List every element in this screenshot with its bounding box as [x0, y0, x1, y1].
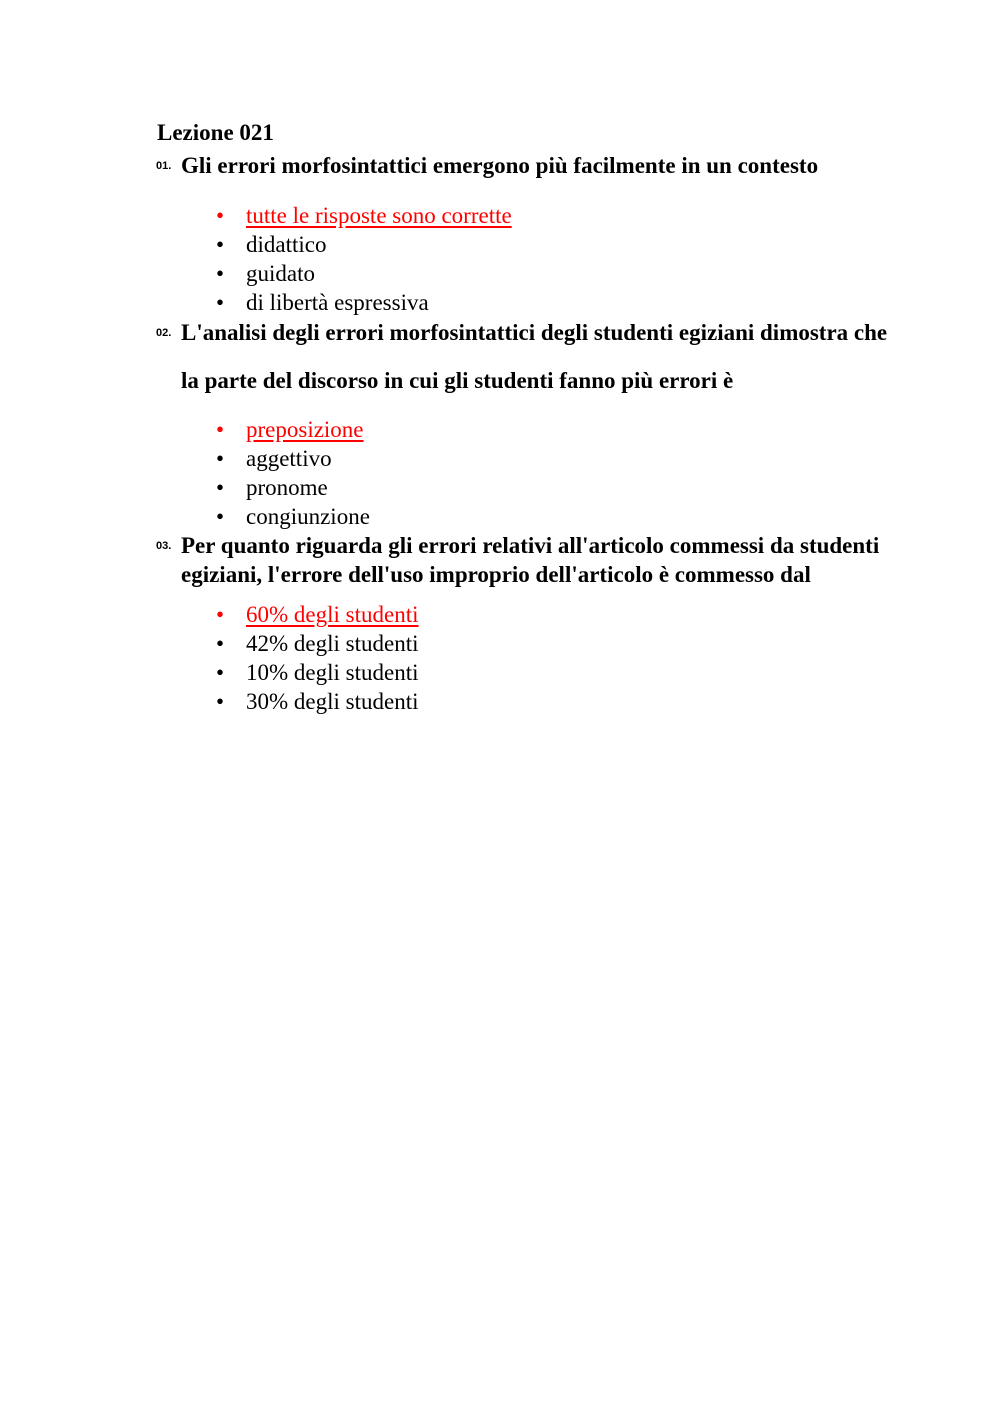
answer-text: guidato	[246, 261, 315, 286]
answer-option	[0, 230, 1000, 259]
answer-list	[0, 600, 1000, 716]
answer-text: aggettivo	[246, 446, 332, 471]
question-number: 01.	[156, 160, 172, 172]
answer-text: congiunzione	[246, 504, 370, 529]
bullet-icon: •	[216, 475, 225, 500]
question-text-line: Gli errori morfosintattici emergono più facilmente in un contesto	[181, 153, 819, 178]
answer-text: tutte le risposte sono corrette	[246, 203, 512, 228]
answer-option-correct	[0, 415, 1000, 444]
answer-text: 30% degli studenti	[246, 689, 419, 714]
answer-option	[0, 473, 1000, 502]
answer-text: didattico	[246, 232, 327, 257]
question-text-line: la parte del discorso in cui gli studenti fanno più errori è	[181, 368, 734, 393]
answer-text: 60% degli studenti	[246, 602, 419, 627]
bullet-icon: •	[216, 689, 225, 714]
answer-option	[0, 444, 1000, 473]
answer-text: 42% degli studenti	[246, 631, 419, 656]
bullet-icon: •	[216, 290, 225, 315]
bullet-icon: •	[216, 660, 225, 685]
question-text-line: L'analisi degli errori morfosintattici degli studenti egiziani dimostra che	[181, 320, 888, 345]
bullet-icon: •	[216, 602, 225, 627]
answer-text: 10% degli studenti	[246, 660, 419, 685]
bullet-icon: •	[216, 261, 225, 286]
bullet-icon: •	[216, 446, 225, 471]
answer-list	[0, 201, 1000, 317]
answer-text: pronome	[246, 475, 328, 500]
bullet-icon: •	[216, 417, 225, 442]
answer-option	[0, 259, 1000, 288]
answer-text: preposizione	[246, 417, 364, 442]
answer-option-correct	[0, 600, 1000, 629]
question-text-line: egiziani, l'errore dell'uso improprio dell'articolo è commesso dal	[181, 562, 811, 587]
answer-option	[0, 502, 1000, 531]
answer-option	[0, 687, 1000, 716]
question-number: 03.	[156, 540, 172, 552]
bullet-icon: •	[216, 504, 225, 529]
answer-option	[0, 658, 1000, 687]
question-text-line: Per quanto riguarda gli errori relativi all'articolo commessi da studenti	[181, 533, 880, 558]
answer-option	[0, 288, 1000, 317]
bullet-icon: •	[216, 631, 225, 656]
answer-option-correct	[0, 201, 1000, 230]
answer-list	[0, 415, 1000, 531]
bullet-icon: •	[216, 203, 225, 228]
answer-option	[0, 629, 1000, 658]
lesson-title: Lezione 021	[157, 120, 274, 145]
bullet-icon: •	[216, 232, 225, 257]
answer-text: di libertà espressiva	[246, 290, 429, 315]
question-number: 02.	[156, 327, 172, 339]
